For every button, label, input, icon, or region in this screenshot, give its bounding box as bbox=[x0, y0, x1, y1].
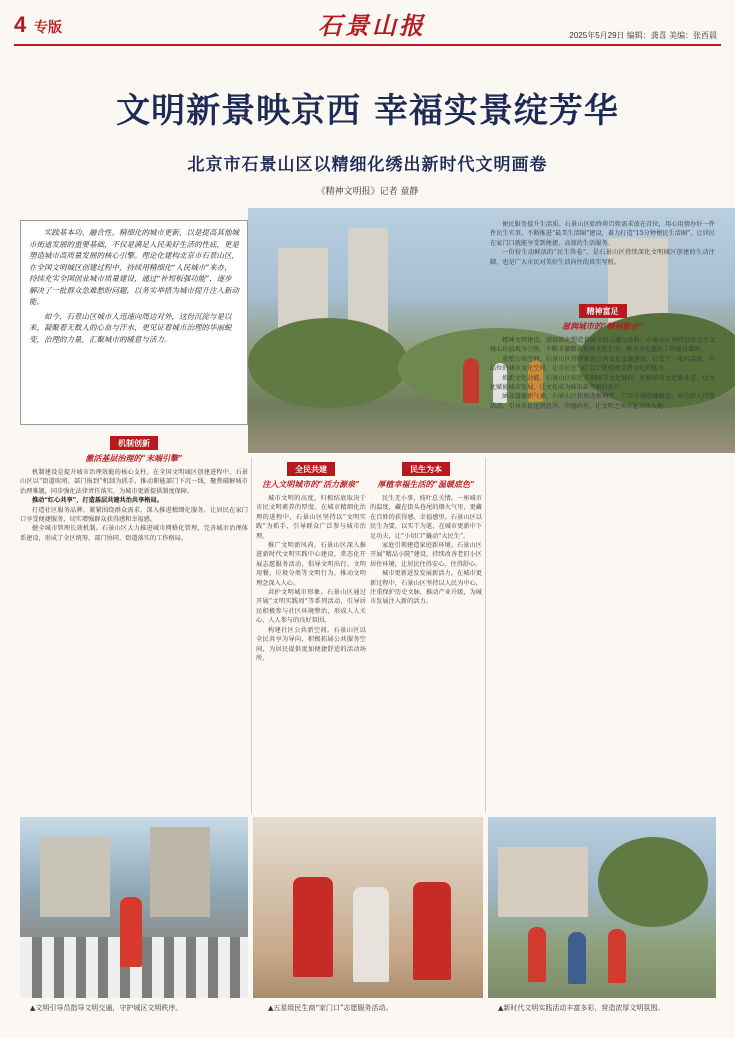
body-paragraph: 打造社区服务品牌。紧紧围绕群众需求，深入推进精细化服务，让居民在家门口享受便捷服务，切实增强群众获得感和幸福感。 bbox=[20, 506, 248, 524]
body-paragraph: 机制建设是提升城市治理效能的核心支柱。在全国文明城区创建进程中，石景山区以“街道吹哨、部门报到”机制为抓手，推动职能部门下沉一线，聚焦破解城市治理难题，同步强化法律责任落实，为城市更新提供制度保障。 bbox=[20, 469, 248, 495]
column-divider bbox=[485, 458, 486, 813]
header-rule bbox=[14, 44, 721, 46]
column-2 bbox=[256, 458, 366, 813]
body-paragraph: 推动“红心共享”，打造基层共建共治共享格局。 bbox=[32, 497, 163, 505]
section-label: 机制创新 bbox=[110, 436, 158, 450]
body-paragraph: 共护文明城市形象。石景山区通过开展“文明实践周”等系列活动，引导居民积极参与社区环境整治，形成人人关心、人人参与的良好氛围。 bbox=[256, 589, 366, 625]
body-paragraph: 民生无小事，枝叶总关情。一座城市的温度，藏在街头巷尾的烟火气里，更藏在百姓的获得感、幸福感里。石景山区以民生为要，以实干为笔，在城市更新中下足功夫，让“小切口”撬动“大民生”。 bbox=[370, 495, 482, 540]
body-paragraph: 焕新文化动能。石景山区依托首钢园等文化地标，积极培育文化新业态，以文化赋能城市发展，让文化成为城市最亮丽的名片。 bbox=[490, 374, 715, 392]
section-label: 精神富足 bbox=[579, 304, 627, 318]
photo-civilization-practice bbox=[488, 817, 716, 998]
tree-shape bbox=[598, 837, 708, 927]
section-label: 全民共建 bbox=[287, 462, 335, 476]
page-header bbox=[0, 0, 735, 52]
person-figure bbox=[463, 358, 479, 403]
section-heading bbox=[20, 436, 248, 464]
column-divider bbox=[251, 458, 252, 813]
photo-caption: ▲新时代文明实践活动丰富多彩，营造浓厚文明氛围。 bbox=[498, 1004, 665, 1012]
person-figure bbox=[608, 929, 626, 983]
tree-shape bbox=[248, 318, 408, 408]
lead-paragraph: 如今，石景山区城市人迅速向周边对外，这份沉淀与是以来，凝聚着无数人的心血与汗水，更见证着城市治理的华丽蜕变，治理的力量，汇聚城市的暖意与活力。 bbox=[29, 311, 232, 344]
building-shape bbox=[150, 827, 210, 917]
body-paragraph: 涵泳道德新气象。石景山区积极选树典型，广泛开展道德模范、身边好人评选活动，引导市民见贤思齐、崇德向善，让文明之风吹遍京西大地。 bbox=[490, 393, 715, 410]
subheadline: 北京市石景山区以精细化绣出新时代文明画卷 bbox=[187, 155, 548, 175]
section-heading bbox=[370, 462, 482, 490]
section-subtitle: 激活基层治理的“末端引擎” bbox=[85, 453, 183, 463]
body-paragraph: 便民服务提升生活质。石景山区始终将百姓需求放在首位，用心用情办好一件件民生实事，不断推进“最美生活圈”建设，着力打造“15分钟便民生活圈”，让居民在家门口就能享受到便捷、高效的生活服务。 bbox=[490, 221, 715, 247]
column-1 bbox=[20, 432, 248, 813]
body-paragraph: 重塑公共空间。石景山区持续推进公共文化设施建设，打造了一批有温度、有品位的城市文化空间，让市民在“家门口”就能感受到文化的魅力。 bbox=[490, 355, 715, 373]
masthead-logo: 石景山报 bbox=[318, 11, 426, 40]
person-figure bbox=[293, 877, 333, 977]
photo-caption: ▲文明引导员指导文明交通，守护城区文明秩序。 bbox=[30, 1004, 183, 1012]
building-shape bbox=[40, 837, 110, 917]
section-subtitle: 注入文明城市的“活力源泉” bbox=[262, 479, 360, 489]
person-figure bbox=[120, 897, 142, 967]
body-paragraph: 家庭引领建造家庭新环境。石景山区开展“精品小院”建设，持续改善老旧小区居住环境，让居民住得安心、住得舒心。 bbox=[370, 542, 482, 568]
body-paragraph: 一份份生动鲜活的“民生答卷”，是石景山区持续深化文明城区创建的生动注脚，也是广大市民对美好生活向往的真实写照。 bbox=[490, 249, 715, 266]
section-subtitle: 滋润城市的“精神粮仓” bbox=[561, 321, 644, 331]
page-number: 4 bbox=[14, 12, 27, 37]
photo-caption: ▲五星级民生商“家门口”志愿服务活动。 bbox=[268, 1004, 393, 1012]
building-shape bbox=[498, 847, 588, 917]
body-paragraph: 城市文明的高度，归根结底取决于市民文明素养的厚度。在城市精细化治理的进程中，石景山区坚持以“文明实践”为抓手，引导群众广泛参与城市治理。 bbox=[256, 495, 366, 540]
photo-volunteer-service bbox=[253, 817, 483, 998]
section-heading bbox=[256, 462, 366, 490]
body-paragraph: 城市更新迸发发展新活力。在城市更新过程中，石景山区坚持以人民为中心，注重保护历史文脉，推动产业升级，为城市发展注入新的活力。 bbox=[370, 570, 482, 606]
column-5 bbox=[490, 300, 715, 813]
person-figure bbox=[568, 932, 586, 984]
body-paragraph: 构建社区公共新空间。石景山区以全民共享为导向，积极拓展公共服务空间，为居民提供更加便捷舒适的活动场所。 bbox=[256, 626, 366, 662]
headline: 文明新景映京西 幸福实景绽芳华 bbox=[116, 91, 619, 131]
byline: 《精神文明报》记者 童静 bbox=[316, 187, 419, 197]
person-figure bbox=[353, 887, 389, 982]
body-paragraph: 健全城市管理长效机制。石景山区大力推进城市网格化管理，完善城市治理体系建设，形成了全区统筹、部门协同、街道落实的工作格局。 bbox=[20, 525, 248, 542]
column-3 bbox=[370, 458, 482, 813]
issue-meta: 2025年5月29日 编辑：龚喜 美编：张西晨 bbox=[569, 31, 717, 40]
section-label: 民生为本 bbox=[402, 462, 450, 476]
body-paragraph: 精神文明建设，潜移默化塑造着城市的灵魂与品格。石景山区坚持以社会主义核心价值观为引领，不断丰富群众精神文化生活，推动文化惠民工程提质增效。 bbox=[490, 337, 715, 354]
body-paragraph: 推广文明新风尚。石景山区深入推进新时代文明实践中心建设，常态化开展志愿服务活动，倡导文明出行、文明用餐、垃圾分类等文明行为，推动文明理念深入人心。 bbox=[256, 542, 366, 587]
section-heading bbox=[490, 304, 715, 332]
person-figure bbox=[413, 882, 451, 980]
person-figure bbox=[528, 927, 546, 982]
section-name: 专版 bbox=[34, 19, 62, 35]
lead-paragraph: 实践基本功、融合性、精细化的城市更新，以是提高其他城市街道发展的重要基础，不仅是满足人民美好生活的性底，更是塑造城市高质量发展的核心引擎。理论化建构北京市石景山区，在全国文明城区创建过程中，持续用精细化“人民城市”来办，持续充实全国创业城市质量建设，通过“补短板强功能”，逐步解决了一批群众急难愁盼问题，以务实举措为城市提升注入新动能。 bbox=[29, 228, 239, 306]
section-subtitle: 厚植幸福生活的“温暖底色” bbox=[377, 479, 475, 489]
lead-box bbox=[20, 220, 248, 425]
photo-traffic-guide bbox=[20, 817, 248, 998]
